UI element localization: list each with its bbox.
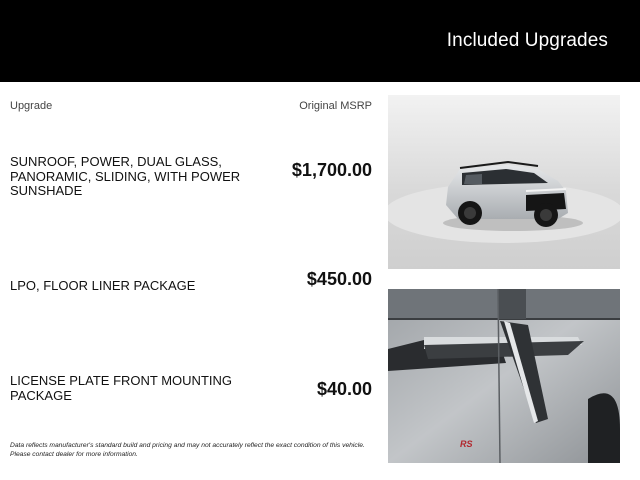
column-header-upgrade: Upgrade: [10, 100, 53, 112]
upgrade-name: LICENSE PLATE FRONT MOUNTING PACKAGE: [10, 373, 232, 403]
page-title: Included Upgrades: [446, 30, 608, 51]
upgrade-price: $1,700.00: [291, 160, 372, 180]
column-header-msrp: Original MSRP: [299, 100, 372, 112]
vehicle-photo: [388, 95, 620, 269]
upgrade-name: LPO, FLOOR LINER PACKAGE: [10, 278, 196, 293]
upgrade-price: $40.00: [316, 379, 372, 399]
upgrade-price: $450.00: [306, 269, 372, 289]
disclaimer-text: Data reflects manufacturer's standard build and pricing and may not accurately reflect the exact condition of this vehicle. Please contact dealer for more information.: [10, 442, 365, 458]
rs-badge: RS: [460, 439, 473, 449]
upgrade-name: SUNROOF, POWER, DUAL GLASS, PANORAMIC, SLIDING, WITH POWER SUNSHADE: [10, 154, 241, 198]
taillight-detail-photo: [388, 289, 620, 463]
header-bar: [0, 0, 640, 82]
